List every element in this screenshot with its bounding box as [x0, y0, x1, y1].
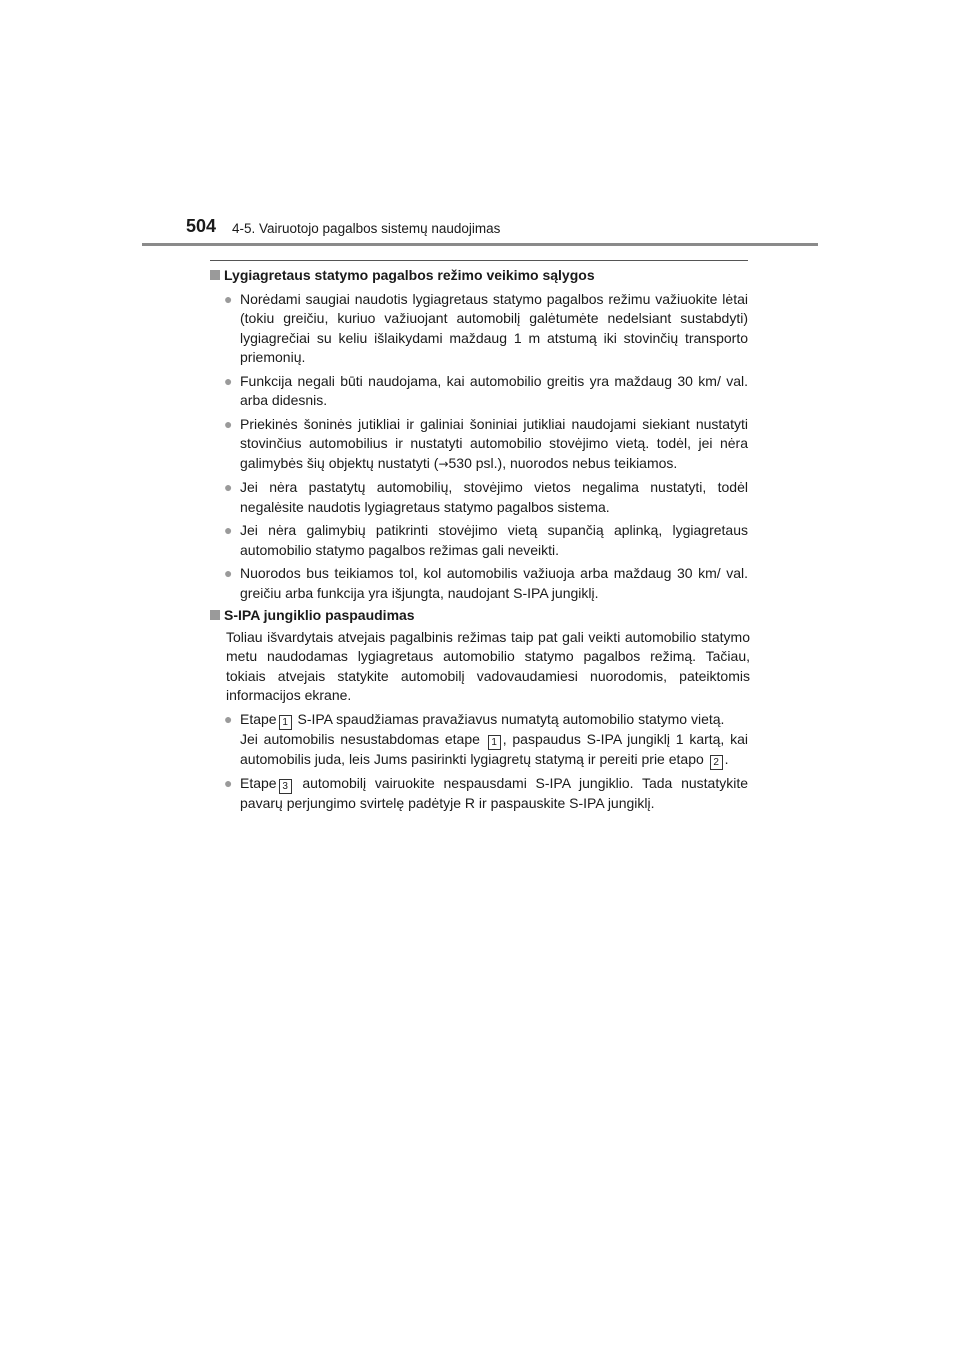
- round-bullet-icon: ●: [224, 479, 233, 495]
- list-item: [210, 521, 750, 560]
- list-item-text: Jei nėra galimybių patikrinti stovėjimo vietą supančią aplinką, lygiagretaus automobilio statymo pagalbos režimas gali neveikti.: [240, 522, 748, 558]
- list-item: [210, 290, 750, 368]
- list-item-text: [240, 774, 750, 814]
- list-item-text: [240, 415, 750, 475]
- round-bullet-icon: ●: [224, 415, 233, 432]
- list-item: [210, 478, 750, 517]
- list-item-text: Jei nėra pastatytų automobilių, stovėjimo vietos negalima nustatyti, todėl negalėsite naudotis lygiagretaus statymo pagalbos sistema.: [240, 479, 748, 515]
- step-number-badge: 2: [710, 755, 723, 770]
- section-intro: Toliau išvardytais atvejais pagalbinis režimas taip pat gali veikti automobilio statymo metu naudodamas lygiagretaus automobilio statymo pagalbos režimą. Tačiau, tokiais atvejais statykite automobilį vadovaudamiesi nuorodomis, pateiktomis informacijos ekrane.: [226, 628, 750, 703]
- round-bullet-icon: ●: [224, 565, 233, 581]
- list-item: [210, 710, 750, 770]
- page-number: 504: [186, 216, 217, 236]
- round-bullet-icon: ●: [224, 290, 233, 307]
- section-title: S-IPA jungiklio paspaudimas: [224, 607, 415, 623]
- round-bullet-icon: ●: [224, 372, 233, 389]
- text-part: Etape: [240, 774, 277, 791]
- list-item-text: Norėdami saugiai naudotis lygiagretaus statymo pagalbos režimu važiuokite lėtai (tokiu greičiu, kuriuo važiuojant automobilį galėtumėte nedelsiant sustabdyti) lygiagrečiai su keliu išlaikydami maždaug 1 m atstumą iki stovinčių transporto priemonių.: [240, 290, 748, 365]
- round-bullet-icon: ●: [224, 774, 233, 791]
- section-title: Lygiagretaus statymo pagalbos režimo veikimo sąlygos: [224, 267, 595, 283]
- step-number-badge: 1: [279, 715, 292, 730]
- step-number-badge: 1: [488, 735, 501, 750]
- text-part: Priekinės šoninės jutikliai ir galiniai šoniniai jutikliai naudojami siekiant nustatyti stovinčius automobilius ir nustatyti automobilio stovėjimo vietą. todėl, jei nėra galimybės šių objektų nustatyti (: [240, 415, 748, 471]
- list-item-text: Funkcija negali būti naudojama, kai automobilio greitis yra maždaug 30 km/ val. arba didesnis.: [240, 372, 748, 408]
- list-item: [210, 372, 750, 411]
- list-item: [210, 564, 750, 603]
- text-part: , paspaudus S-IPA jungiklį 1 kartą, kai automobilis juda, leis Jums pasirinkti lygiagretų statymą ir pereiti prie etapo: [240, 730, 748, 767]
- section-sipa-switch: [210, 606, 750, 813]
- round-bullet-icon: ●: [224, 522, 233, 538]
- page-content: [210, 266, 750, 813]
- text-part: automobilį vairuokite nespausdami S-IPA jungiklio. Tada nustatykite pavarų perjungimo svirtelę padėtyje R ir paspauskite S-IPA jungiklį.: [240, 774, 748, 811]
- running-head: 4-5. Vairuotojo pagalbos sistemų naudojimas: [232, 221, 501, 236]
- step-number-badge: 3: [279, 779, 292, 794]
- section-heading: [210, 606, 750, 626]
- text-part: .: [724, 750, 729, 767]
- header-rule: [142, 243, 818, 246]
- page-reference: 530 psl.), nuorodos nebus teikiamos.: [448, 454, 678, 471]
- list-item: [210, 774, 750, 814]
- text-part: Jei automobilis nesustabdomas etape: [240, 730, 480, 747]
- section-parallel-conditions: [210, 266, 750, 603]
- list-item: [210, 415, 750, 475]
- square-bullet-icon: [210, 270, 220, 280]
- content-rule: [210, 260, 748, 261]
- round-bullet-icon: ●: [224, 710, 233, 727]
- square-bullet-icon: [210, 610, 220, 620]
- text-part: Etape: [240, 710, 277, 727]
- text-part: S-IPA spaudžiamas pravažiavus numatytą automobilio statymo vietą.: [297, 710, 725, 727]
- section-heading: [210, 266, 750, 286]
- list-item-text: [240, 710, 750, 770]
- arrow-right-icon: →: [438, 456, 449, 471]
- list-item-text: Nuorodos bus teikiamos tol, kol automobilis važiuoja arba maždaug 30 km/ val. greičiu arba funkcija yra išjungta, naudojant S-IPA jungiklį.: [240, 565, 748, 601]
